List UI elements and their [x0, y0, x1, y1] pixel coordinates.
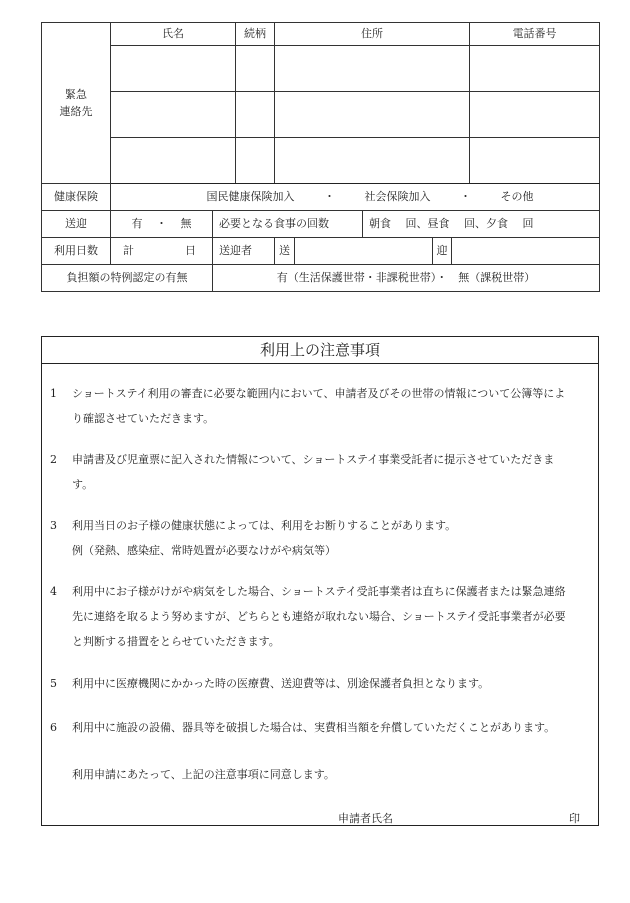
col-name-header: 氏名: [111, 23, 236, 46]
emergency-name-field-2[interactable]: [111, 92, 236, 138]
meals-label: 必要となる食事の回数: [213, 211, 363, 238]
insurance-options[interactable]: 国民健康保険加入 ・ 社会保険加入 ・ その他: [111, 184, 600, 211]
insurance-label: 健康保険: [42, 184, 111, 211]
notice-item-5: 5 利用中に医療機関にかかった時の医療費、送迎費等は、別途保護者負担となります。: [50, 677, 490, 690]
transport-label: 送迎: [42, 211, 111, 238]
meals-count-field[interactable]: 朝食 回、昼食 回、夕食 回: [363, 211, 600, 238]
emergency-relation-field-3[interactable]: [236, 138, 275, 184]
notice-item-6: 6 利用中に施設の設備、器具等を破損した場合は、実費相当額を弁償していただくことがあります。: [50, 721, 556, 734]
seal-mark: 印: [569, 812, 580, 825]
emergency-name-field-3[interactable]: [111, 138, 236, 184]
emergency-relation-field-2[interactable]: [236, 92, 275, 138]
emergency-name-field-1[interactable]: [111, 46, 236, 92]
emergency-address-field-1[interactable]: [275, 46, 470, 92]
days-label: 利用日数: [42, 238, 111, 265]
emergency-phone-field-1[interactable]: [470, 46, 600, 92]
col-address-header: 住所: [275, 23, 470, 46]
emergency-contact-label: 緊急 連絡先: [42, 23, 111, 184]
notice-item-3: 3 利用当日のお子様の健康状態によっては、利用をお断りすることがあります。 例（発熱、感染症、常時処置が必要なけがや病気等）: [50, 519, 457, 557]
emergency-address-field-3[interactable]: [275, 138, 470, 184]
pickup-label: 迎: [433, 238, 452, 265]
send-label: 送: [275, 238, 295, 265]
emergency-address-field-2[interactable]: [275, 92, 470, 138]
application-form-table: [41, 22, 600, 292]
col-phone-header: 電話番号: [470, 23, 600, 46]
driver-label: 送迎者: [213, 238, 275, 265]
days-total-field[interactable]: 計 日: [111, 238, 213, 265]
usage-notice-box: [41, 336, 599, 826]
emergency-relation-field-1[interactable]: [236, 46, 275, 92]
notice-item-2: 2 申請書及び児童票に記入された情報について、ショートステイ事業受託者に提示させていただきま す。: [50, 453, 555, 491]
notice-item-1: 1 ショートステイ利用の審査に必要な範囲内において、申請者及びその世帯の情報について公簿等によ り確認させていただきます。: [50, 387, 566, 425]
notice-item-4: 4 利用中にお子様がけがや病気をした場合、ショートステイ受託事業者は直ちに保護者または緊急連絡 先に連絡を取るよう努めますが、どちらとも連絡が取れない場合、ショートステイ受託事業者が必要 と判断する措置をとらせていただきます。: [50, 585, 566, 648]
emergency-phone-field-3[interactable]: [470, 138, 600, 184]
send-driver-field[interactable]: [295, 238, 433, 265]
notice-title: 利用上の注意事項: [42, 337, 598, 364]
burden-options[interactable]: 有（生活保護世帯・非課税世帯）・ 無（課税世帯）: [213, 265, 600, 292]
agreement-statement: 利用申請にあたって、上記の注意事項に同意します。: [72, 768, 335, 781]
emergency-phone-field-2[interactable]: [470, 92, 600, 138]
transport-yes-no[interactable]: 有 ・ 無: [111, 211, 213, 238]
pickup-driver-field[interactable]: [452, 238, 600, 265]
applicant-name-label: 申請者氏名: [338, 812, 393, 825]
burden-label: 負担額の特例認定の有無: [42, 265, 213, 292]
col-relation-header: 続柄: [236, 23, 275, 46]
